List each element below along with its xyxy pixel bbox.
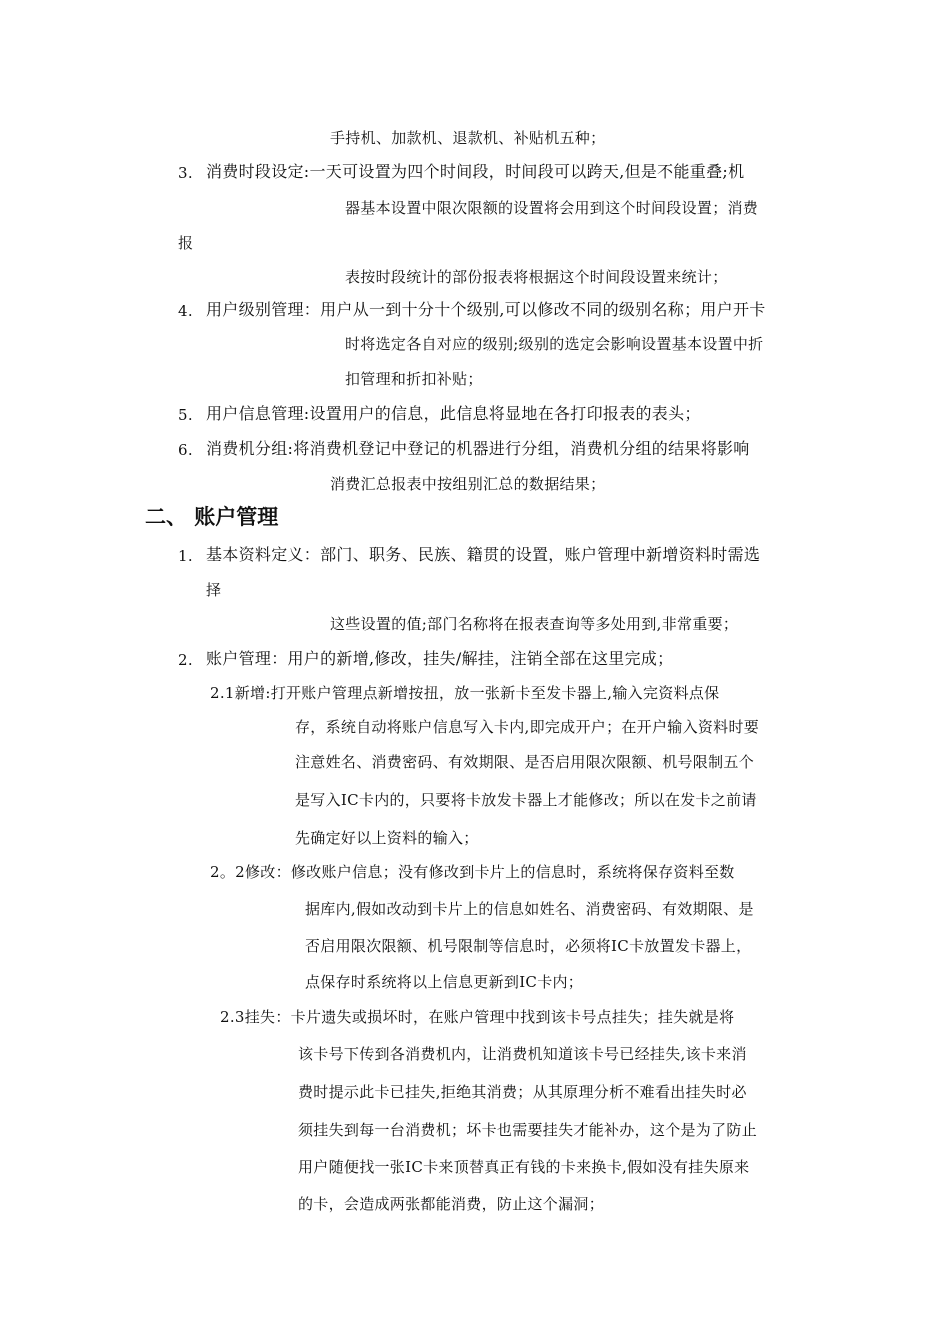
section-heading: 二、 账户管理 (145, 505, 279, 529)
continuation-line: 手持机、加款机、退款机、补贴机五种； (330, 129, 606, 147)
sub-item-text: 2。2修改：修改账户信息；没有修改到卡片上的信息时，系统将保存资料至数 (210, 863, 735, 881)
sub-item-line: 先确定好以上资料的输入； (295, 829, 479, 847)
sub-item-line: 费时提示此卡已挂失,拒绝其消费；从其原理分析不难看出挂失时必 (298, 1083, 747, 1101)
list-item-line: 扣管理和折扣补贴； (345, 370, 483, 388)
list-number: 4. (178, 302, 193, 320)
list-number: 5. (178, 406, 193, 424)
list-item-text: 消费机分组:将消费机登记中登记的机器进行分组，消费机分组的结果将影响 (206, 439, 750, 458)
list-item-text: 用户信息管理:设置用户的信息，此信息将显地在各打印报表的表头； (206, 404, 701, 423)
sub-item-text: 2.3挂失：卡片遗失或损坏时，在账户管理中找到该卡号点挂失；挂失就是将 (220, 1008, 735, 1026)
list-item-line: 择 (206, 581, 222, 599)
list-item-text: 消费时段设定:一天可设置为四个时间段，时间段可以跨天,但是不能重叠;机 (206, 162, 745, 181)
list-item-text: 用户级别管理：用户从一到十分十个级别,可以修改不同的级别名称；用户开卡 (206, 300, 766, 319)
list-item-text: 基本资料定义：部门、职务、民族、籍贯的设置，账户管理中新增资料时需选 (206, 545, 761, 564)
sub-item-text: 2.1新增:打开账户管理点新增按扭，放一张新卡至发卡器上,输入完资料点保 (210, 684, 720, 702)
sub-item-line: 是写入IC卡内的，只要将卡放发卡器上才能修改；所以在发卡之前请 (295, 791, 757, 809)
sub-item-line: 须挂失到每一台消费机；坏卡也需要挂失才能补办，这个是为了防止 (298, 1121, 758, 1139)
sub-item-line: 据库内,假如改动到卡片上的信息如姓名、消费密码、有效期限、是 (305, 900, 754, 918)
list-item-line: 时将选定各自对应的级别;级别的选定会影响设置基本设置中折 (345, 335, 764, 353)
sub-item-line: 的卡，会造成两张都能消费，防止这个漏洞； (298, 1195, 605, 1213)
sub-item-line: 注意姓名、消费密码、有效期限、是否启用限次限额、机号限制五个 (295, 753, 755, 771)
sub-item-line: 存，系统自动将账户信息写入卡内,即完成开户；在开户输入资料时要 (295, 718, 760, 736)
list-item-line: 报 (178, 234, 194, 252)
sub-item-line: 点保存时系统将以上信息更新到IC卡内； (305, 973, 584, 991)
list-item-text: 账户管理：用户的新增,修改，挂失/解挂，注销全部在这里完成； (206, 649, 674, 668)
list-item-line: 消费汇总报表中按组别汇总的数据结果； (330, 475, 606, 493)
sub-item-line: 该卡号下传到各消费机内，让消费机知道该卡号已经挂失,该卡来消 (298, 1045, 747, 1063)
list-item-line: 表按时段统计的部份报表将根据这个时间段设置来统计； (345, 268, 728, 286)
list-item-line: 器基本设置中限次限额的设置将会用到这个时间段设置；消费 (345, 199, 759, 217)
sub-item-line: 用户随便找一张IC卡来顶替真正有钱的卡来换卡,假如没有挂失原来 (298, 1158, 750, 1176)
list-number: 1. (178, 547, 193, 565)
list-item-line: 这些设置的值;部门名称将在报表查询等多处用到,非常重要； (330, 615, 739, 633)
list-number: 2. (178, 651, 193, 669)
list-number: 3. (178, 164, 193, 182)
sub-item-line: 否启用限次限额、机号限制等信息时，必须将IC卡放置发卡器上， (305, 937, 752, 955)
list-number: 6. (178, 441, 193, 459)
